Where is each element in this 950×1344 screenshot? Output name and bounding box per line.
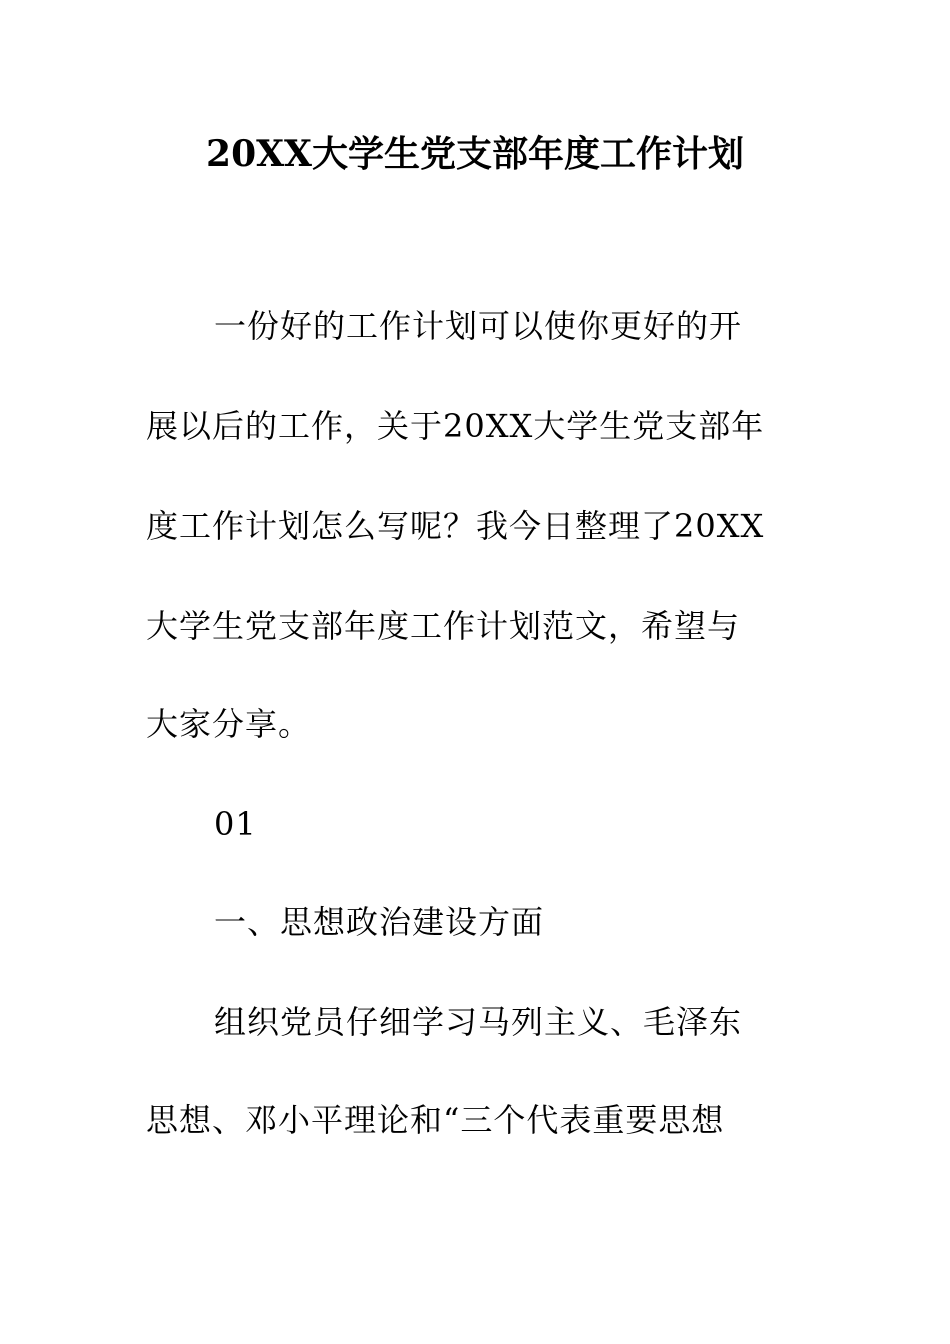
paragraph-line: 思想、邓小平理论和“三个代表重要思想 — [146, 1101, 725, 1139]
paragraph-line: 大家分享。 — [146, 705, 312, 743]
paragraph-line: 大学生党支部年度工作计划范文，希望与 — [146, 607, 741, 645]
paragraph-line: 展以后的工作，关于20XX大学生党支部年 — [146, 407, 765, 445]
section-heading: 一、思想政治建设方面 — [214, 903, 545, 941]
paragraph-line: 组织党员仔细学习马列主义、毛泽东 — [214, 1003, 743, 1041]
document-title: 20XX大学生党支部年度工作计划 — [206, 133, 744, 175]
paragraph-line: 一份好的工作计划可以使你更好的开 — [214, 307, 743, 345]
paragraph-line: 度工作计划怎么写呢？我今日整理了20XX — [146, 507, 765, 545]
section-number: 01 — [214, 805, 257, 843]
